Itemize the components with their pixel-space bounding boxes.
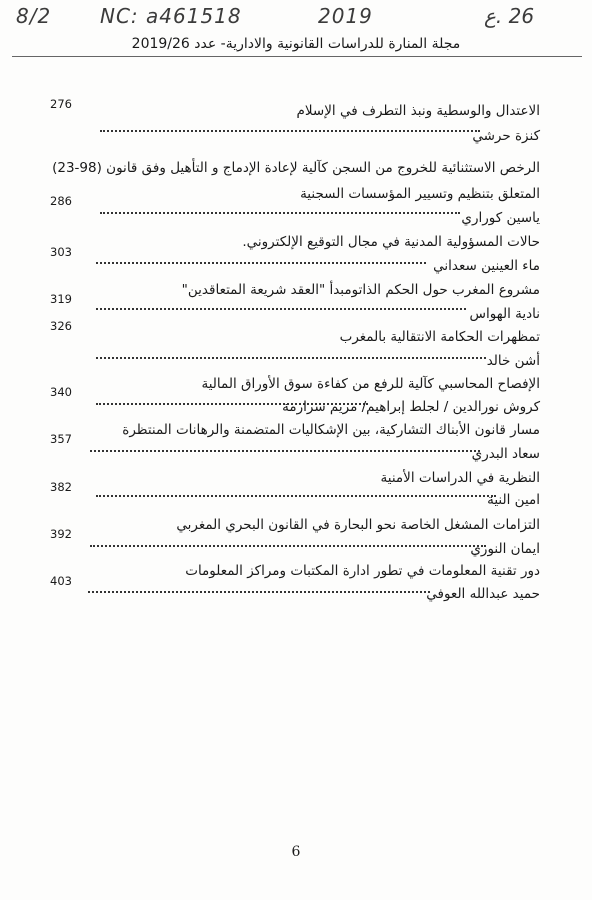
toc-title: حالات المسؤولية المدنية في مجال التوقيع الإلكتروني.: [242, 234, 540, 250]
handwritten-left-code: 8/2: [16, 4, 52, 28]
toc-page-number: 357: [50, 432, 72, 446]
toc-author: كروش نورالدين / لجلط إبراهيم/ مريم سرارمة: [282, 399, 540, 415]
toc-page-number: 403: [50, 574, 72, 588]
toc-leader: [96, 308, 466, 310]
toc-title: الإفصاح المحاسبي كآلية للرفع من كفاءة سوق الأوراق المالية: [201, 376, 540, 392]
toc-page-number: 303: [50, 245, 72, 259]
toc-page-number: 382: [50, 480, 72, 494]
toc-title: الاعتدال والوسطية ونبذ التطرف في الإسلام: [296, 103, 540, 119]
toc-author: ياسين كوراري: [461, 210, 540, 226]
toc-title: تمظهرات الحكامة الانتقالية بالمغرب: [339, 329, 540, 345]
toc-title: التزامات المشغل الخاصة نحو البحارة في القانون البحري المغربي: [176, 517, 540, 533]
toc-leader: [100, 212, 460, 214]
toc-title-continued: المتعلق بتنظيم وتسيير المؤسسات السجنية: [300, 186, 540, 202]
toc-page-number: 319: [50, 292, 72, 306]
handwritten-year: 2019: [318, 4, 373, 28]
toc-page-number: 286: [50, 194, 72, 208]
toc-author: ايمان النوري: [470, 541, 540, 557]
running-header-title: مجلة المنارة للدراسات القانونية والادارية- عدد 2019/26: [131, 36, 461, 52]
toc-leader: [96, 262, 426, 264]
toc-title: مسار قانون الأبناك التشاركية، بين الإشكاليات المتضمنة والرهانات المنتظرة: [122, 422, 540, 438]
toc-author: كنزة حرشي: [472, 128, 540, 144]
toc-leader: [100, 130, 480, 132]
toc-leader: [90, 545, 486, 547]
toc-author: سعاد البدري: [471, 446, 540, 462]
toc-title: النظرية في الدراسات الأمنية: [380, 470, 540, 486]
toc-leader: [88, 591, 430, 593]
toc-author: أشن خالد: [486, 353, 540, 369]
toc-title: دور تقنية المعلومات في تطور ادارة المكتبات ومراكز المعلومات: [185, 563, 540, 579]
toc-leader: [90, 450, 480, 452]
toc-title: مشروع المغرب حول الحكم الذاتومبدأ "العقد شريعة المتعاقدين": [181, 282, 540, 298]
toc-page-number: 276: [50, 97, 72, 111]
toc-author: امين النية: [487, 492, 540, 508]
page-number: 6: [291, 844, 301, 860]
toc-title: الرخص الاستثنائية للخروج من السجن كآلية لإعادة الإدماج و التأهيل وفق قانون (98-23): [52, 160, 540, 176]
handwritten-call-number: NC: a461518: [100, 4, 242, 28]
toc-leader: [96, 357, 486, 359]
toc-author: نادية الهواس: [469, 306, 540, 322]
toc-leader: [96, 495, 496, 497]
toc-author: ماء العينين سعداني: [433, 258, 540, 274]
toc-author: حميد عبدالله العوفي: [426, 586, 540, 602]
handwritten-right-code: 26 .ع: [484, 4, 535, 28]
toc-page-number: 340: [50, 385, 72, 399]
toc-page-number: 392: [50, 527, 72, 541]
toc-page-number: 326: [50, 319, 72, 333]
